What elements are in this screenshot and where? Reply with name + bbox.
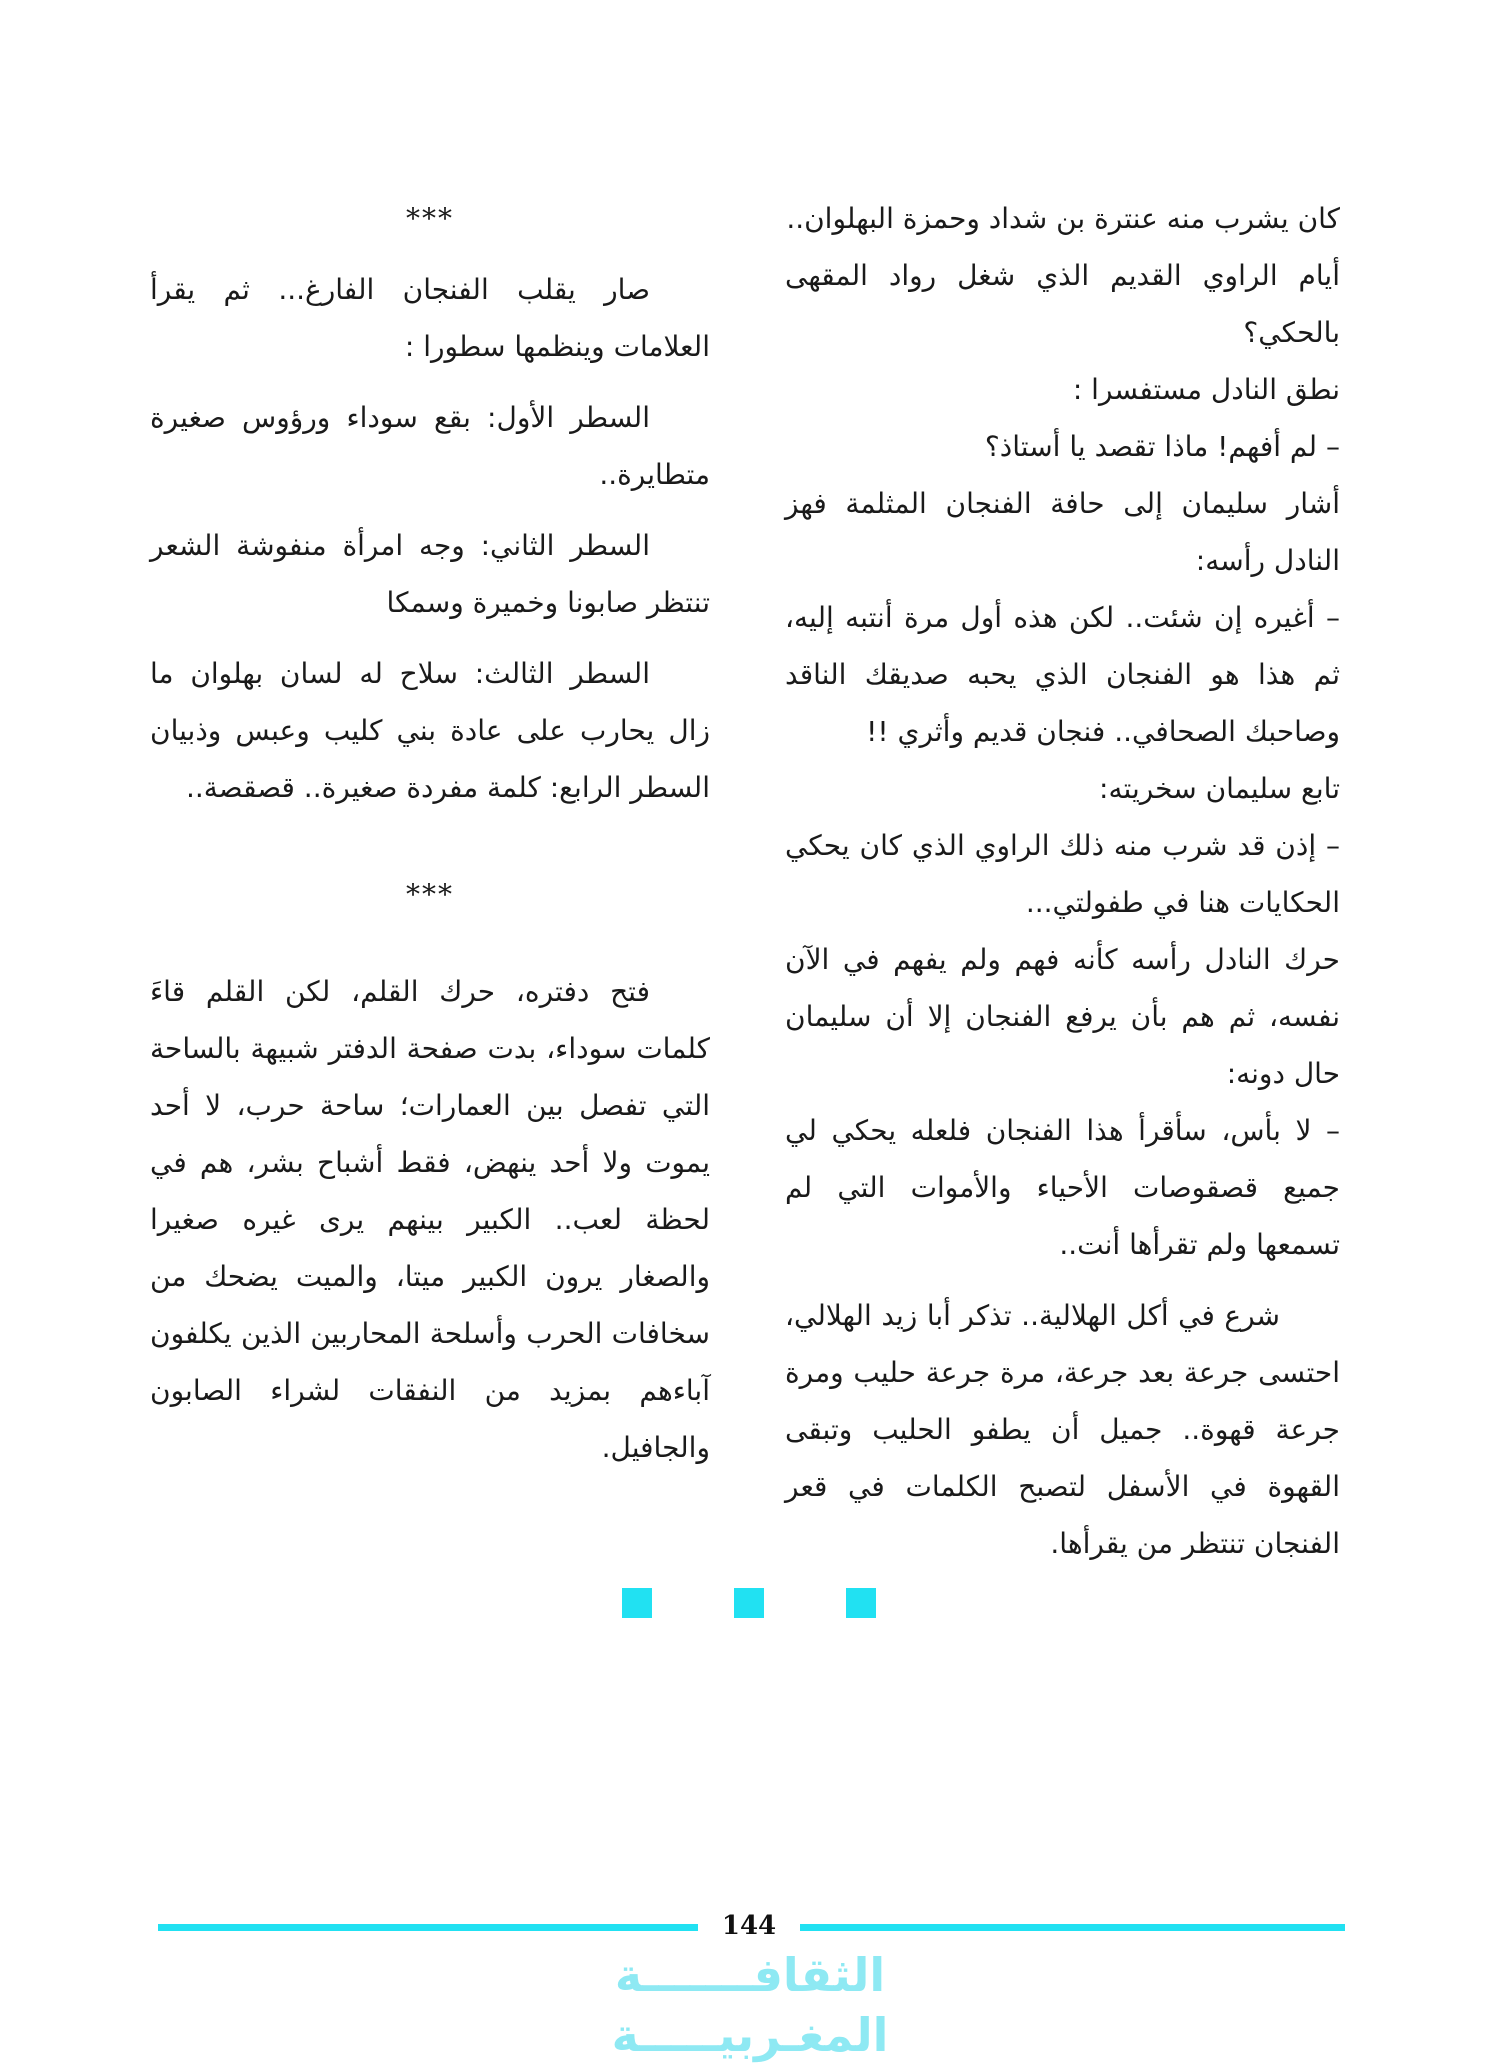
- dialogue-line: – لم أفهم! ماذا تقصد يا أستاذ؟: [984, 430, 1340, 463]
- paragraph: صار يقلب الفنجان الفارغ... ثم يقرأ العلامات وينظمها سطورا :: [150, 273, 710, 363]
- paragraph: السطر الثالث: سلاح له لسان بهلوان ما زال يحارب على عادة بني كليب وعبس وذبيان السطر الرابع: كلمة مفردة صغيرة.. قصقصة..: [150, 657, 710, 804]
- left-text-column: [150, 190, 710, 1490]
- square-ornament-icon: [846, 1588, 876, 1618]
- dialogue-line: – لا بأس، سأقرأ هذا الفنجان فلعله يحكي لي جميع قصقوصات الأحياء والأموات التي لم تسمعها ولم تقرأها أنت..: [785, 1114, 1340, 1261]
- paragraph: السطر الثاني: وجه امرأة منفوشة الشعر تنتظر صابونا وخميرة وسمكا: [150, 529, 710, 619]
- page-number: 144: [721, 1911, 777, 1941]
- paragraph: شرع في أكل الهلالية.. تذكر أبا زيد الهلالي، احتسى جرعة بعد جرعة، مرة جرعة حليب ومرة جرعة قهوة.. جميل أن يطفو الحليب وتبقى القهوة في الأسفل لتصبح الكلمات في قعر الفنجان تنتظر من يقرأها.: [785, 1299, 1340, 1560]
- magazine-title: الثقافـــــــة المغـربيـــــة: [611, 1948, 889, 2062]
- dialogue-line: – أغيره إن شئت.. لكن هذه أول مرة أنتبه إليه، ثم هذا هو الفنجان الذي يحبه صديقك الناقد وصاحبك الصحافي.. فنجان قديم وأثري !!: [785, 601, 1340, 748]
- paragraph: نطق النادل مستفسرا :: [1072, 373, 1340, 406]
- footer-rule-left: [158, 1924, 698, 1931]
- section-separator: ***: [406, 878, 454, 911]
- square-ornament-icon: [622, 1588, 652, 1618]
- paragraph: كان يشرب منه عنترة بن شداد وحمزة البهلوان..: [786, 202, 1340, 235]
- section-separator: ***: [406, 202, 454, 235]
- end-ornament: [0, 1588, 1497, 1620]
- paragraph: السطر الأول: بقع سوداء ورؤوس صغيرة متطايرة..: [150, 401, 710, 491]
- paragraph: أيام الراوي القديم الذي شغل رواد المقهى بالحكي؟: [785, 259, 1340, 349]
- footer-rule-right: [800, 1924, 1345, 1931]
- paragraph: حرك النادل رأسه كأنه فهم ولم يفهم في الآن نفسه، ثم هم بأن يرفع الفنجان إلا أن سليمان حال دونه:: [785, 943, 1340, 1090]
- square-ornament-icon: [734, 1588, 764, 1618]
- paragraph: فتح دفتره، حرك القلم، لكن القلم قاءَ كلمات سوداء، بدت صفحة الدفتر شبيهة بالساحة التي تفصل بين العمارات؛ ساحة حرب، لا أحد يموت ولا أحد ينهض، فقط أشباح بشر، هم في لحظة لعب.. الكبير بينهم يرى غيره صغيرا والصغار يرون الكبير ميتا، والميت يضحك من سخافات الحرب وأسلحة المحاربين الذين يكلفون آباءهم بمزيد من النفقات لشراء الصابون والجافيل.: [150, 975, 710, 1464]
- right-text-column: [785, 190, 1340, 1586]
- dialogue-line: – إذن قد شرب منه ذلك الراوي الذي كان يحكي الحكايات هنا في طفولتي...: [785, 829, 1340, 919]
- paragraph: أشار سليمان إلى حافة الفنجان المثلمة فهز النادل رأسه:: [785, 487, 1340, 577]
- paragraph: تابع سليمان سخريته:: [1099, 772, 1340, 805]
